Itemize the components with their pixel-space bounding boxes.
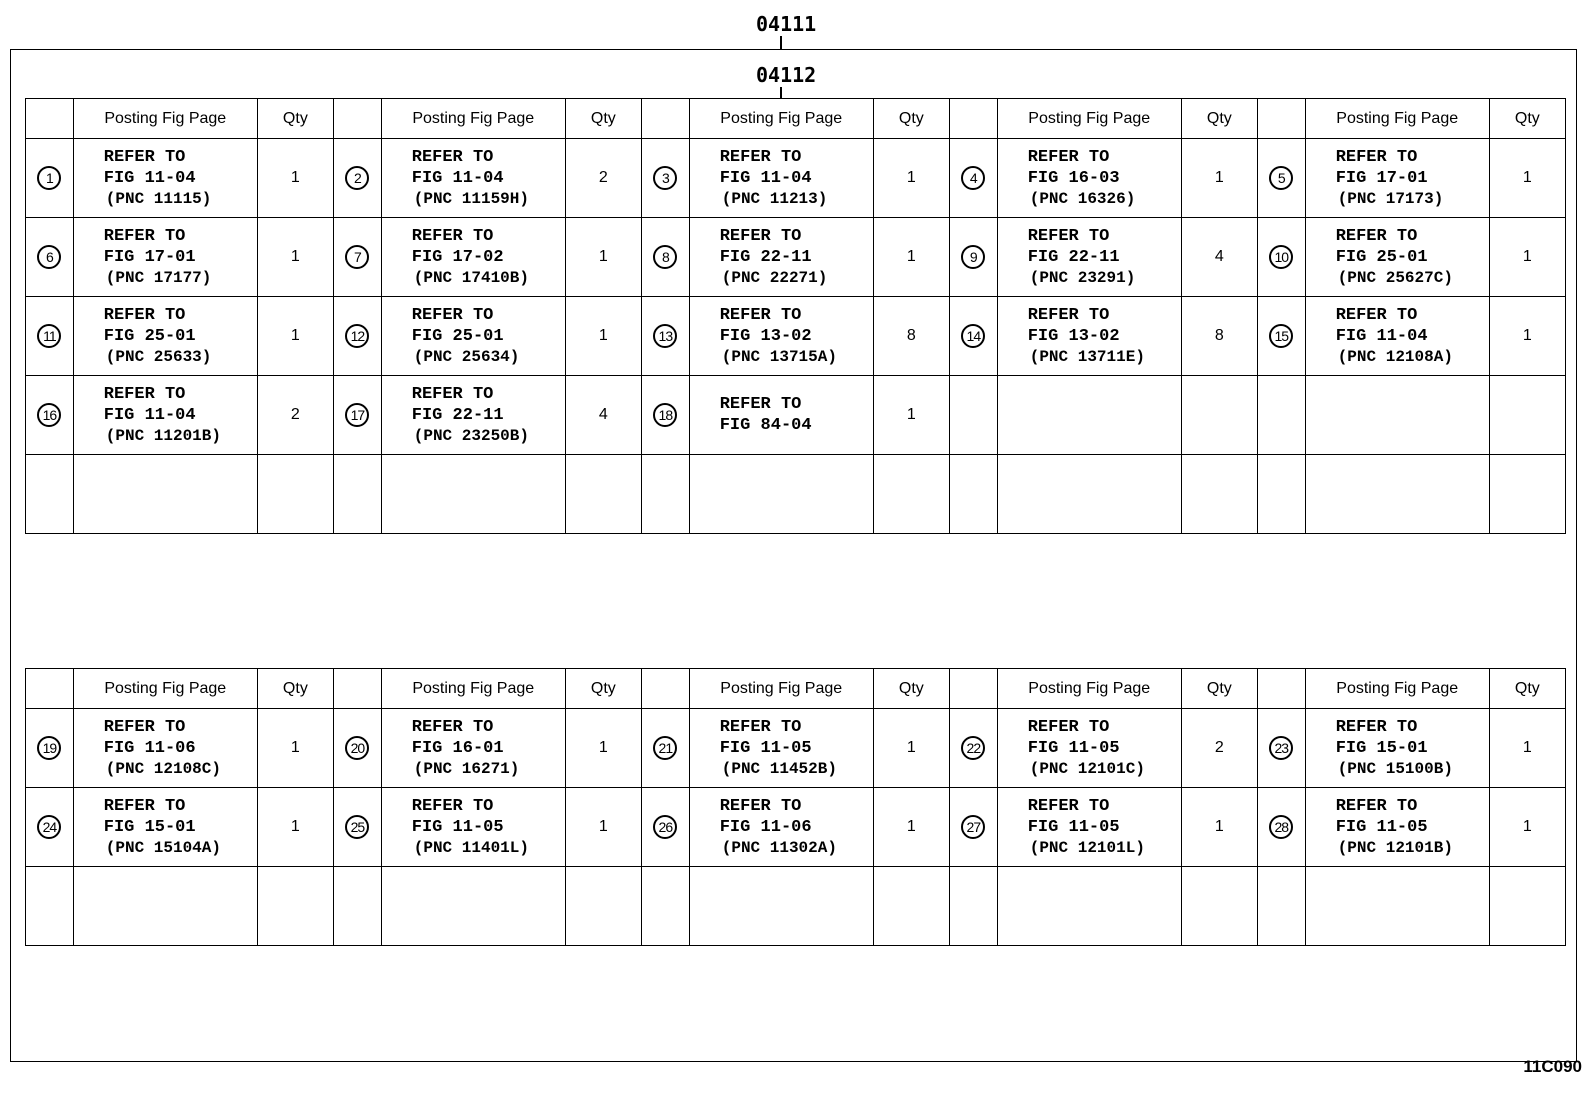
pnc-reference: (PNC 15100B) — [1337, 759, 1453, 778]
item-number-badge: 8 — [653, 245, 677, 269]
reference-cell — [997, 376, 1181, 455]
item-number-badge: 13 — [653, 324, 677, 348]
item-number-cell — [641, 376, 689, 455]
qty-cell — [565, 867, 641, 946]
reference-cell — [997, 709, 1181, 788]
fig-reference: FIG 25-01 — [103, 326, 196, 346]
qty-cell: 4 — [565, 376, 641, 455]
item-number-badge: 19 — [37, 736, 61, 760]
fig-reference: FIG 11-04 — [103, 168, 196, 188]
qty-cell — [873, 455, 949, 534]
qty-cell: 1 — [873, 788, 949, 867]
fig-reference: FIG 11-04 — [411, 168, 504, 188]
qty-cell: 1 — [873, 376, 949, 455]
item-number-badge: 25 — [345, 815, 369, 839]
refer-to-text: REFER TO — [103, 796, 186, 816]
fig-reference: FIG 11-06 — [719, 817, 812, 837]
table-row — [26, 218, 1566, 297]
reference-cell — [381, 709, 565, 788]
table-row — [26, 709, 1566, 788]
qty-cell — [1181, 376, 1257, 455]
reference-cell — [689, 139, 873, 218]
pnc-reference: (PNC 11201B) — [105, 426, 221, 445]
item-number-cell — [949, 867, 997, 946]
qty-cell: 1 — [1489, 788, 1565, 867]
item-number-cell — [1257, 297, 1305, 376]
fig-reference: FIG 11-06 — [103, 738, 196, 758]
fig-reference: FIG 11-04 — [103, 405, 196, 425]
item-number-badge: 5 — [1269, 166, 1293, 190]
header-index-cell — [1257, 99, 1305, 139]
header-index-cell — [1257, 669, 1305, 709]
header-index-cell — [26, 99, 74, 139]
item-number-badge: 20 — [345, 736, 369, 760]
pnc-reference: (PNC 13711E) — [1029, 347, 1145, 366]
refer-to-text: REFER TO — [1335, 147, 1418, 167]
qty-cell: 1 — [565, 218, 641, 297]
reference-cell — [381, 218, 565, 297]
reference-cell — [689, 218, 873, 297]
fig-reference: FIG 11-04 — [719, 168, 812, 188]
qty-cell — [257, 455, 333, 534]
reference-cell — [73, 297, 257, 376]
qty-cell: 2 — [257, 376, 333, 455]
reference-cell — [1305, 297, 1489, 376]
item-number-badge: 24 — [37, 815, 61, 839]
fig-reference: FIG 25-01 — [411, 326, 504, 346]
qty-cell: 4 — [1181, 218, 1257, 297]
qty-cell — [257, 867, 333, 946]
item-number-cell — [26, 376, 74, 455]
qty-cell: 1 — [257, 297, 333, 376]
qty-cell: 1 — [565, 297, 641, 376]
pnc-reference: (PNC 12101C) — [1029, 759, 1145, 778]
header-posting: Posting Fig Page — [997, 99, 1181, 139]
refer-to-text: REFER TO — [411, 796, 494, 816]
qty-cell: 1 — [1489, 139, 1565, 218]
table-row — [26, 297, 1566, 376]
item-number-cell — [641, 455, 689, 534]
top-part-label: 04111 — [756, 12, 817, 36]
header-posting: Posting Fig Page — [689, 669, 873, 709]
header-posting: Posting Fig Page — [381, 669, 565, 709]
item-number-badge: 10 — [1269, 245, 1293, 269]
qty-cell: 1 — [565, 709, 641, 788]
pnc-reference: (PNC 11159H) — [413, 189, 529, 208]
reference-cell — [1305, 455, 1489, 534]
table-row — [26, 376, 1566, 455]
pnc-reference: (PNC 17177) — [105, 268, 212, 287]
pnc-reference: (PNC 23250B) — [413, 426, 529, 445]
header-index-cell — [949, 99, 997, 139]
item-number-cell — [333, 867, 381, 946]
fig-reference: FIG 22-11 — [719, 247, 812, 267]
header-posting: Posting Fig Page — [997, 669, 1181, 709]
reference-cell — [689, 867, 873, 946]
fig-reference: FIG 11-05 — [1027, 817, 1120, 837]
pnc-reference: (PNC 11115) — [105, 189, 212, 208]
qty-cell: 2 — [1181, 709, 1257, 788]
item-number-badge: 27 — [961, 815, 985, 839]
refer-to-text: REFER TO — [103, 384, 186, 404]
reference-cell — [381, 867, 565, 946]
reference-cell — [689, 297, 873, 376]
item-number-badge: 17 — [345, 403, 369, 427]
item-number-badge: 9 — [961, 245, 985, 269]
refer-to-text: REFER TO — [719, 717, 802, 737]
pnc-reference: (PNC 23291) — [1029, 268, 1136, 287]
item-number-cell — [333, 709, 381, 788]
qty-cell: 1 — [1181, 788, 1257, 867]
header-posting: Posting Fig Page — [689, 99, 873, 139]
inner-part-label: 04112 — [756, 63, 817, 87]
refer-to-text: REFER TO — [1027, 717, 1110, 737]
fig-reference: FIG 22-11 — [1027, 247, 1120, 267]
item-number-cell — [333, 788, 381, 867]
item-number-cell — [1257, 709, 1305, 788]
pnc-reference: (PNC 11452B) — [721, 759, 837, 778]
qty-cell: 8 — [1181, 297, 1257, 376]
reference-cell — [381, 297, 565, 376]
fig-reference: FIG 11-05 — [1335, 817, 1428, 837]
refer-to-text: REFER TO — [103, 226, 186, 246]
fig-reference: FIG 11-05 — [1027, 738, 1120, 758]
qty-cell: 8 — [873, 297, 949, 376]
reference-cell — [73, 867, 257, 946]
item-number-badge: 22 — [961, 736, 985, 760]
header-index-cell — [333, 669, 381, 709]
item-number-badge: 26 — [653, 815, 677, 839]
refer-to-text: REFER TO — [103, 717, 186, 737]
item-number-badge: 1 — [37, 166, 61, 190]
reference-cell — [381, 376, 565, 455]
item-number-cell — [949, 218, 997, 297]
header-posting: Posting Fig Page — [381, 99, 565, 139]
header-row — [26, 99, 1566, 139]
qty-cell — [1489, 867, 1565, 946]
qty-cell: 2 — [565, 139, 641, 218]
item-number-cell — [26, 867, 74, 946]
item-number-cell — [1257, 376, 1305, 455]
header-qty: Qty — [1489, 99, 1565, 139]
pnc-reference: (PNC 12101L) — [1029, 838, 1145, 857]
item-number-cell — [641, 218, 689, 297]
refer-to-text: REFER TO — [719, 147, 802, 167]
item-number-cell — [333, 218, 381, 297]
item-number-badge: 12 — [345, 324, 369, 348]
refer-to-text: REFER TO — [1335, 305, 1418, 325]
reference-cell — [73, 218, 257, 297]
qty-cell: 1 — [565, 788, 641, 867]
fig-reference: FIG 17-02 — [411, 247, 504, 267]
header-posting: Posting Fig Page — [1305, 669, 1489, 709]
pnc-reference: (PNC 25634) — [413, 347, 520, 366]
fig-reference: FIG 16-03 — [1027, 168, 1120, 188]
item-number-badge: 14 — [961, 324, 985, 348]
reference-cell — [73, 376, 257, 455]
reference-cell — [381, 139, 565, 218]
item-number-cell — [333, 455, 381, 534]
refer-to-text: REFER TO — [411, 147, 494, 167]
item-number-cell — [949, 788, 997, 867]
reference-cell — [1305, 376, 1489, 455]
item-number-cell — [26, 297, 74, 376]
pnc-reference: (PNC 17173) — [1337, 189, 1444, 208]
fig-reference: FIG 11-04 — [1335, 326, 1428, 346]
item-number-cell — [949, 455, 997, 534]
item-number-cell — [949, 376, 997, 455]
fig-reference: FIG 11-05 — [719, 738, 812, 758]
refer-to-text: REFER TO — [103, 147, 186, 167]
qty-cell — [873, 867, 949, 946]
item-number-cell — [949, 139, 997, 218]
header-posting: Posting Fig Page — [73, 99, 257, 139]
header-qty: Qty — [565, 99, 641, 139]
refer-to-text: REFER TO — [719, 796, 802, 816]
refer-to-text: REFER TO — [411, 384, 494, 404]
pnc-reference: (PNC 11213) — [721, 189, 828, 208]
refer-to-text: REFER TO — [103, 305, 186, 325]
item-number-badge: 4 — [961, 166, 985, 190]
header-posting: Posting Fig Page — [1305, 99, 1489, 139]
header-index-cell — [641, 99, 689, 139]
reference-cell — [997, 218, 1181, 297]
reference-cell — [689, 709, 873, 788]
fig-reference: FIG 15-01 — [1335, 738, 1428, 758]
header-qty: Qty — [257, 99, 333, 139]
header-index-cell — [26, 669, 74, 709]
table-row — [26, 455, 1566, 534]
refer-to-text: REFER TO — [411, 717, 494, 737]
fig-reference: FIG 13-02 — [719, 326, 812, 346]
item-number-badge: 2 — [345, 166, 369, 190]
qty-cell — [1181, 867, 1257, 946]
reference-cell — [997, 139, 1181, 218]
item-number-badge: 23 — [1269, 736, 1293, 760]
reference-cell — [73, 455, 257, 534]
item-number-cell — [1257, 139, 1305, 218]
item-number-cell — [26, 455, 74, 534]
pnc-reference: (PNC 11401L) — [413, 838, 529, 857]
header-row — [26, 669, 1566, 709]
reference-cell — [997, 788, 1181, 867]
pnc-reference: (PNC 16326) — [1029, 189, 1136, 208]
item-number-badge: 18 — [653, 403, 677, 427]
item-number-cell — [26, 139, 74, 218]
fig-reference: FIG 16-01 — [411, 738, 504, 758]
refer-to-text: REFER TO — [719, 305, 802, 325]
upper-parts-table — [25, 98, 1566, 534]
refer-to-text: REFER TO — [411, 305, 494, 325]
pnc-reference: (PNC 25627C) — [1337, 268, 1453, 287]
header-qty: Qty — [1489, 669, 1565, 709]
item-number-cell — [641, 297, 689, 376]
header-qty: Qty — [1181, 669, 1257, 709]
qty-cell — [1489, 376, 1565, 455]
item-number-badge: 28 — [1269, 815, 1293, 839]
qty-cell: 1 — [257, 139, 333, 218]
qty-cell: 1 — [873, 139, 949, 218]
refer-to-text: REFER TO — [719, 226, 802, 246]
fig-reference: FIG 84-04 — [719, 416, 812, 435]
item-number-badge: 15 — [1269, 324, 1293, 348]
reference-cell — [73, 139, 257, 218]
table-row — [26, 139, 1566, 218]
pnc-reference: (PNC 22271) — [721, 268, 828, 287]
item-number-cell — [641, 867, 689, 946]
item-number-cell — [949, 709, 997, 788]
fig-reference: FIG 13-02 — [1027, 326, 1120, 346]
reference-cell — [689, 455, 873, 534]
item-number-cell — [333, 139, 381, 218]
pnc-reference: (PNC 12108C) — [105, 759, 221, 778]
header-posting: Posting Fig Page — [73, 669, 257, 709]
fig-reference: FIG 25-01 — [1335, 247, 1428, 267]
reference-cell — [1305, 788, 1489, 867]
qty-cell — [1489, 455, 1565, 534]
fig-reference: FIG 11-05 — [411, 817, 504, 837]
qty-cell: 1 — [1181, 139, 1257, 218]
item-number-badge: 7 — [345, 245, 369, 269]
reference-cell — [381, 788, 565, 867]
item-number-cell — [333, 376, 381, 455]
pnc-reference: (PNC 16271) — [413, 759, 520, 778]
item-number-badge: 3 — [653, 166, 677, 190]
fig-reference: FIG 15-01 — [103, 817, 196, 837]
qty-cell: 1 — [257, 218, 333, 297]
header-index-cell — [949, 669, 997, 709]
header-qty: Qty — [873, 99, 949, 139]
table-row — [26, 788, 1566, 867]
qty-cell: 1 — [257, 709, 333, 788]
header-qty: Qty — [873, 669, 949, 709]
item-number-cell — [1257, 218, 1305, 297]
reference-cell — [1305, 139, 1489, 218]
refer-to-text: REFER TO — [1027, 147, 1110, 167]
item-number-cell — [1257, 455, 1305, 534]
refer-to-text: REFER TO — [411, 226, 494, 246]
item-number-cell — [26, 788, 74, 867]
header-index-cell — [333, 99, 381, 139]
qty-cell: 1 — [873, 218, 949, 297]
qty-cell: 1 — [1489, 297, 1565, 376]
top-leader-line — [780, 36, 782, 50]
reference-cell — [689, 376, 873, 455]
item-number-cell — [26, 709, 74, 788]
fig-reference: FIG 17-01 — [1335, 168, 1428, 188]
pnc-reference: (PNC 11302A) — [721, 838, 837, 857]
pnc-reference: (PNC 17410B) — [413, 268, 529, 287]
reference-cell — [997, 297, 1181, 376]
item-number-cell — [333, 297, 381, 376]
item-number-cell — [641, 788, 689, 867]
refer-to-text: REFER TO — [1027, 796, 1110, 816]
lower-parts-table — [25, 668, 1566, 946]
header-qty: Qty — [565, 669, 641, 709]
item-number-badge: 16 — [37, 403, 61, 427]
refer-to-text: REFER TO — [1335, 796, 1418, 816]
item-number-cell — [641, 709, 689, 788]
item-number-cell — [949, 297, 997, 376]
reference-cell — [689, 788, 873, 867]
reference-cell — [1305, 218, 1489, 297]
pnc-reference: (PNC 12108A) — [1337, 347, 1453, 366]
reference-cell — [997, 455, 1181, 534]
reference-cell — [1305, 709, 1489, 788]
reference-cell — [1305, 867, 1489, 946]
reference-cell — [997, 867, 1181, 946]
qty-cell — [1181, 455, 1257, 534]
header-qty: Qty — [1181, 99, 1257, 139]
refer-to-text: REFER TO — [1027, 305, 1110, 325]
reference-cell — [73, 709, 257, 788]
refer-to-text: REFER TO — [1335, 226, 1418, 246]
fig-reference: FIG 22-11 — [411, 405, 504, 425]
pnc-reference: (PNC 25633) — [105, 347, 212, 366]
item-number-badge: 11 — [37, 324, 61, 348]
qty-cell: 1 — [1489, 218, 1565, 297]
pnc-reference: (PNC 13715A) — [721, 347, 837, 366]
item-number-cell — [26, 218, 74, 297]
item-number-cell — [641, 139, 689, 218]
refer-to-text: REFER TO — [1335, 717, 1418, 737]
pnc-reference: (PNC 15104A) — [105, 838, 221, 857]
figure-code: 11C090 — [1523, 1057, 1582, 1076]
qty-cell: 1 — [1489, 709, 1565, 788]
table-row — [26, 867, 1566, 946]
header-index-cell — [641, 669, 689, 709]
header-qty: Qty — [257, 669, 333, 709]
qty-cell — [565, 455, 641, 534]
pnc-reference: (PNC 12101B) — [1337, 838, 1453, 857]
fig-reference: FIG 17-01 — [103, 247, 196, 267]
item-number-badge: 21 — [653, 736, 677, 760]
qty-cell: 1 — [873, 709, 949, 788]
refer-to-text: REFER TO — [1027, 226, 1110, 246]
item-number-cell — [1257, 867, 1305, 946]
item-number-badge: 6 — [37, 245, 61, 269]
reference-cell — [73, 788, 257, 867]
qty-cell: 1 — [257, 788, 333, 867]
reference-cell — [381, 455, 565, 534]
item-number-cell — [1257, 788, 1305, 867]
refer-to-text: REFER TO — [719, 395, 802, 414]
